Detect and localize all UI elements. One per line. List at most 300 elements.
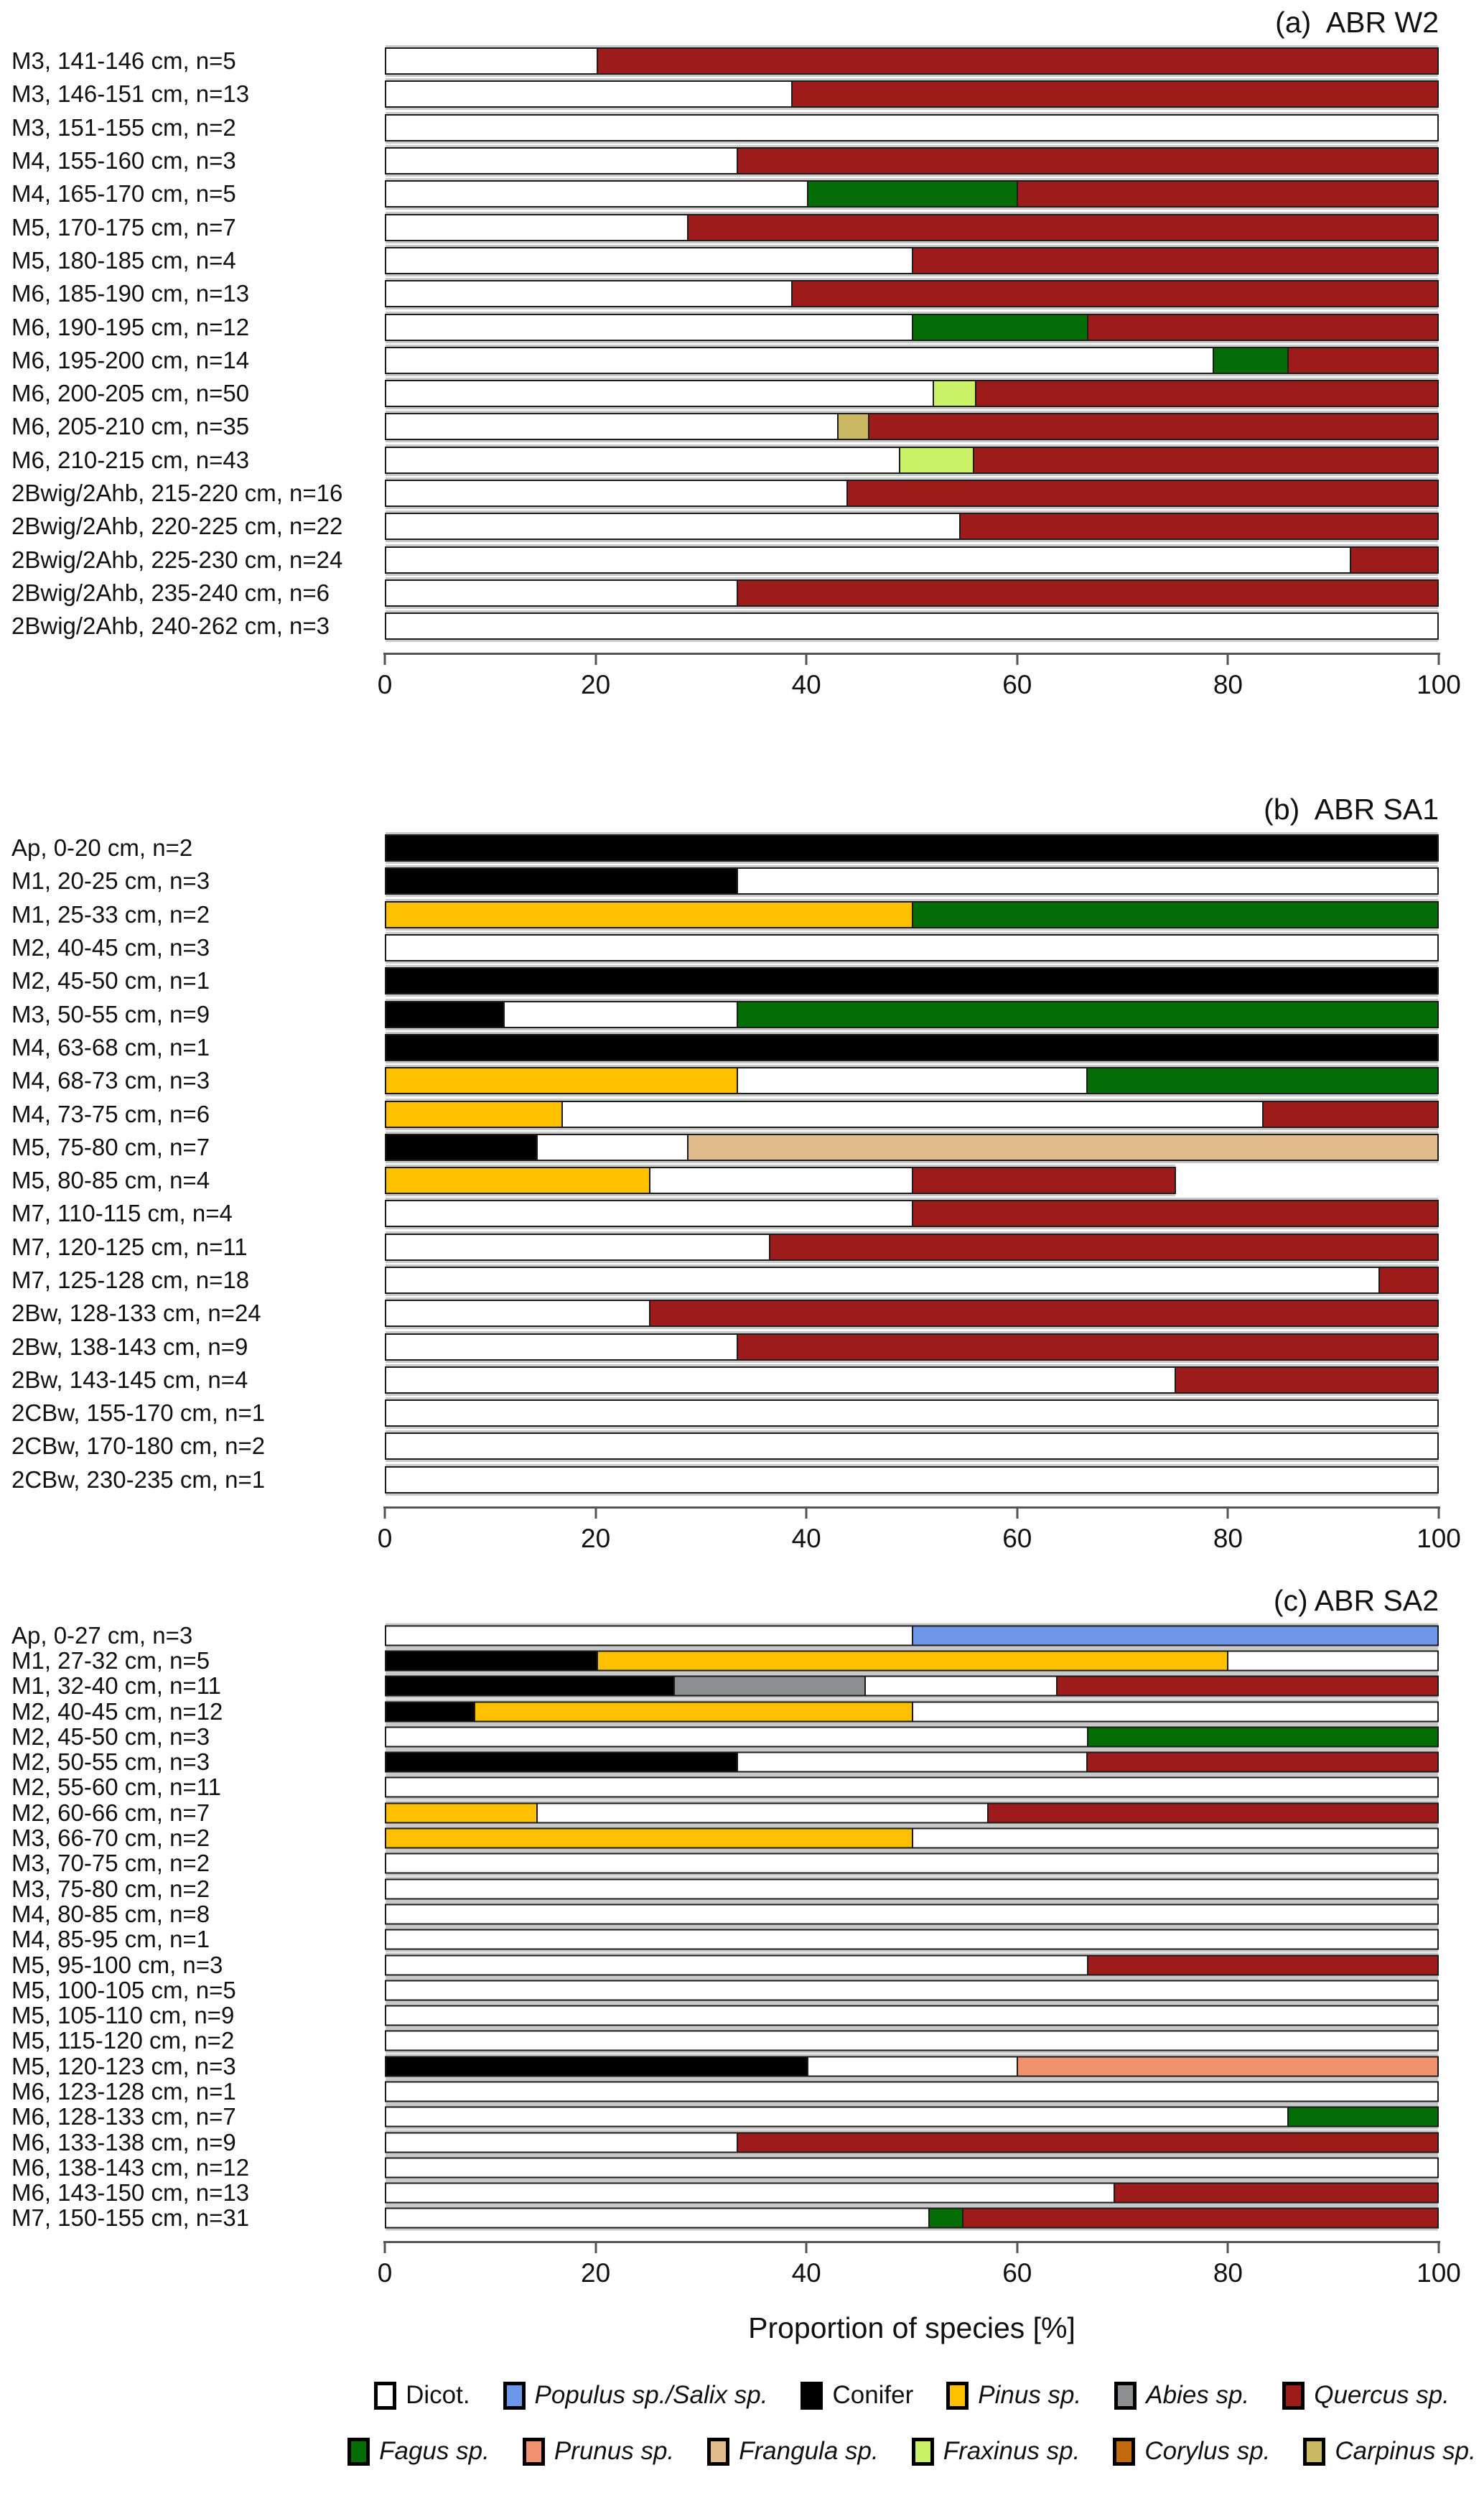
bar-segment-dicot — [386, 1626, 912, 1644]
table-row — [0, 2181, 1484, 2206]
bar-segment-dicot — [386, 2007, 1437, 2025]
row-label: M5, 80-85 cm, n=4 — [11, 1167, 210, 1194]
table-row — [0, 2054, 1484, 2079]
bar-track — [385, 1749, 1439, 1774]
legend-swatch-carpinus — [1303, 2438, 1325, 2466]
row-label: M5, 115-120 cm, n=2 — [11, 2027, 235, 2054]
bar-segment-quercus — [737, 149, 1437, 173]
stacked-bar — [385, 1777, 1439, 1798]
legend-swatch-prunus — [523, 2438, 545, 2466]
row-label: 2Bwig/2Ahb, 225-230 cm, n=24 — [11, 546, 343, 573]
bar-segment-conifer — [386, 1702, 474, 1720]
stacked-bar — [385, 1752, 1439, 1773]
legend-label: Conifer — [832, 2381, 914, 2409]
table-row — [0, 931, 1484, 964]
bar-track — [385, 1231, 1439, 1264]
bar-track — [385, 177, 1439, 210]
axis-tick — [1438, 1506, 1440, 1519]
stacked-bar — [385, 2208, 1439, 2229]
bar-segment-pinus — [386, 903, 912, 927]
row-label: 2Bwig/2Ahb, 235-240 cm, n=6 — [11, 579, 330, 606]
table-row — [0, 210, 1484, 243]
stacked-bar — [385, 214, 1439, 241]
table-row — [0, 898, 1484, 931]
bar-segment-quercus — [846, 481, 1437, 505]
bar-segment-dicot — [386, 514, 959, 539]
stacked-bar — [385, 2183, 1439, 2204]
bar-track — [385, 1952, 1439, 1977]
table-row — [0, 543, 1484, 576]
stacked-bar — [385, 114, 1439, 141]
bar-track — [385, 477, 1439, 510]
axis-tick-label: 40 — [791, 670, 821, 700]
table-row — [0, 2079, 1484, 2104]
table-row — [0, 1749, 1484, 1774]
bar-track — [385, 2181, 1439, 2206]
legend-swatch-abies — [1114, 2382, 1137, 2410]
table-row — [0, 1699, 1484, 1724]
bar-track — [385, 2206, 1439, 2231]
row-label: M2, 45-50 cm, n=1 — [11, 967, 210, 994]
table-row — [0, 1031, 1484, 1064]
bar-segment-dicot — [386, 1401, 1437, 1425]
bar-segment-conifer — [386, 1677, 673, 1695]
table-row — [0, 2155, 1484, 2180]
row-label: M6, 205-210 cm, n=35 — [11, 413, 250, 440]
stacked-bar — [385, 180, 1439, 208]
bar-segment-dicot — [737, 1753, 1087, 1771]
bar-segment-dicot — [386, 2184, 1114, 2202]
bar-segment-dicot — [386, 1201, 912, 1226]
bar-segment-fraxinus — [899, 448, 972, 472]
axis-tick — [594, 1506, 597, 1519]
stacked-bar — [385, 2157, 1439, 2178]
table-row — [0, 1330, 1484, 1363]
stacked-bar — [385, 1650, 1439, 1671]
axis-tick-label: 40 — [791, 1523, 821, 1553]
legend-label: Fagus sp. — [379, 2437, 490, 2465]
bar-segment-quercus — [912, 1168, 1175, 1193]
stacked-bar — [385, 1134, 1439, 1161]
stacked-bar — [385, 1200, 1439, 1227]
table-row — [0, 444, 1484, 477]
stacked-bar — [385, 1234, 1439, 1261]
bar-track — [385, 931, 1439, 964]
bar-segment-quercus — [737, 2133, 1437, 2151]
legend-item-carpinus — [1303, 2437, 1475, 2466]
table-row — [0, 1131, 1484, 1164]
bar-segment-fagus — [1213, 348, 1287, 373]
legend-item-quercus — [1282, 2381, 1450, 2410]
stacked-bar — [385, 1726, 1439, 1747]
row-label: M5, 105-110 cm, n=9 — [11, 2002, 235, 2029]
table-row — [0, 1297, 1484, 1330]
row-label: 2CBw, 230-235 cm, n=1 — [11, 1465, 266, 1493]
row-label: M7, 150-155 cm, n=31 — [11, 2204, 250, 2232]
bar-segment-dicot — [864, 1677, 1055, 1695]
bar-segment-dicot — [386, 414, 837, 439]
table-row — [0, 1164, 1484, 1197]
bar-segment-dicot — [386, 1728, 1087, 1746]
stacked-bar — [385, 1954, 1439, 1975]
bar-track — [385, 344, 1439, 377]
row-label: 2CBw, 170-180 cm, n=2 — [11, 1432, 266, 1460]
legend-item-dicot — [374, 2381, 470, 2410]
axis-tick-label: 0 — [377, 2258, 393, 2288]
row-label: 2Bw, 143-145 cm, n=4 — [11, 1366, 248, 1393]
table-row — [0, 1952, 1484, 1977]
axis-tick-label: 100 — [1417, 2258, 1461, 2288]
row-label: 2Bw, 128-133 cm, n=24 — [11, 1300, 261, 1327]
stacked-bar — [385, 1267, 1439, 1294]
row-label: M6, 200-205 cm, n=50 — [11, 380, 250, 407]
legend-swatch-populus — [503, 2382, 526, 2410]
row-label: M3, 151-155 cm, n=2 — [11, 113, 236, 141]
row-label: M2, 50-55 cm, n=3 — [11, 1748, 210, 1776]
row-label: M4, 155-160 cm, n=3 — [11, 147, 236, 174]
bar-track — [385, 1876, 1439, 1901]
table-row — [0, 1775, 1484, 1800]
bar-segment-pinus — [386, 1068, 737, 1093]
bar-track — [385, 78, 1439, 111]
bar-segment-dicot — [536, 1135, 686, 1160]
legend-item-fagus — [347, 2437, 490, 2466]
table-row — [0, 45, 1484, 78]
bar-track — [385, 1463, 1439, 1496]
bar-segment-quercus — [791, 281, 1437, 306]
legend-item-abies — [1114, 2381, 1249, 2410]
legend-item-corylus — [1113, 2437, 1270, 2466]
legend-item-populus — [503, 2381, 768, 2410]
legend-item-fraxinus — [912, 2437, 1081, 2466]
row-label: M6, 210-215 cm, n=43 — [11, 446, 250, 473]
bar-segment-quercus — [1350, 548, 1437, 572]
table-row — [0, 2130, 1484, 2155]
stacked-bar — [385, 1432, 1439, 1460]
table-row — [0, 1064, 1484, 1097]
bar-segment-quercus — [1087, 1956, 1437, 1974]
legend-label: Corylus sp. — [1144, 2437, 1271, 2465]
bar-track — [385, 831, 1439, 865]
bar-track — [385, 997, 1439, 1030]
stacked-bar — [385, 1366, 1439, 1394]
stacked-bar — [385, 314, 1439, 341]
row-label: M6, 190-195 cm, n=12 — [11, 313, 250, 340]
bar-track — [385, 510, 1439, 543]
axis-line — [383, 1506, 1440, 1509]
bar-segment-dicot — [386, 381, 933, 406]
stacked-bar — [385, 280, 1439, 307]
stacked-bar — [385, 1929, 1439, 1950]
axis-tick-label: 100 — [1417, 670, 1461, 700]
legend-label: Dicot. — [406, 2381, 470, 2409]
bar-segment-quercus — [868, 414, 1437, 439]
bar-track — [385, 1264, 1439, 1297]
bar-track — [385, 1364, 1439, 1397]
bar-segment-fagus — [928, 2209, 962, 2227]
table-row — [0, 1397, 1484, 1430]
table-row — [0, 1097, 1484, 1130]
stacked-bar — [385, 1802, 1439, 1823]
axis-tick — [806, 1506, 808, 1519]
chart-title-b: (b) ABR SA1 — [1264, 793, 1439, 826]
bar-segment-abies — [673, 1677, 864, 1695]
x-axis-b — [377, 1506, 1461, 1572]
bar-segment-dicot — [386, 215, 687, 240]
row-label: M4, 80-85 cm, n=8 — [11, 1900, 210, 1927]
legend-swatch-fraxinus — [912, 2438, 934, 2466]
bar-segment-dicot — [386, 2158, 1437, 2176]
axis-tick-label: 20 — [581, 1523, 611, 1553]
legend-label: Pinus sp. — [978, 2381, 1082, 2409]
axis-tick — [1438, 2241, 1440, 2253]
stacked-bar — [385, 834, 1439, 862]
bar-segment-dicot — [386, 2133, 737, 2151]
axis-tick — [1016, 653, 1018, 665]
bar-track — [385, 1031, 1439, 1064]
row-label: M5, 120-123 cm, n=3 — [11, 2052, 236, 2079]
bar-segment-dicot — [386, 1779, 1437, 1797]
bar-segment-quercus — [1378, 1268, 1437, 1292]
bar-track — [385, 1297, 1439, 1330]
row-label: M5, 180-185 cm, n=4 — [11, 246, 236, 274]
row-label: M4, 63-68 cm, n=1 — [11, 1033, 210, 1061]
legend-swatch-pinus — [946, 2382, 969, 2410]
table-row — [0, 577, 1484, 610]
bar-segment-quercus — [1175, 1368, 1437, 1392]
bar-segment-quercus — [962, 2209, 1437, 2227]
bar-segment-prunus — [1017, 2057, 1437, 2075]
bar-track — [385, 1648, 1439, 1673]
bar-track — [385, 1131, 1439, 1164]
axis-tick-label: 0 — [377, 670, 393, 700]
bar-track — [385, 144, 1439, 177]
stacked-bar — [385, 1101, 1439, 1128]
bar-rows-a — [0, 45, 1484, 643]
table-row — [0, 1364, 1484, 1397]
bar-segment-dicot — [1227, 1651, 1437, 1669]
table-row — [0, 831, 1484, 865]
bar-segment-dicot — [386, 248, 912, 273]
row-label: M5, 170-175 cm, n=7 — [11, 213, 236, 241]
bar-segment-quercus — [737, 1335, 1437, 1359]
table-row — [0, 2105, 1484, 2130]
bar-segment-dicot — [386, 2108, 1287, 2126]
bar-track — [385, 1851, 1439, 1876]
bar-segment-fagus — [1087, 1728, 1437, 1746]
bar-segment-dicot — [503, 1002, 737, 1027]
bar-track — [385, 1623, 1439, 1648]
legend-swatch-corylus — [1113, 2438, 1135, 2466]
bar-segment-dicot — [386, 49, 597, 73]
legend-label: Populus sp./Salix sp. — [534, 2381, 768, 2409]
table-row — [0, 2206, 1484, 2231]
row-label: M6, 123-128 cm, n=1 — [11, 2078, 236, 2105]
x-axis-c — [377, 2241, 1461, 2307]
row-label: M6, 138-143 cm, n=12 — [11, 2153, 250, 2181]
bar-segment-dicot — [386, 481, 846, 505]
stacked-bar — [385, 380, 1439, 407]
bar-segment-dicot — [386, 1235, 769, 1259]
bar-segment-conifer — [386, 1135, 536, 1160]
bar-segment-quercus — [912, 1201, 1437, 1226]
stacked-bar — [385, 2107, 1439, 2128]
row-label: 2Bwig/2Ahb, 215-220 cm, n=16 — [11, 480, 343, 506]
row-label: M5, 75-80 cm, n=7 — [11, 1133, 210, 1160]
bar-segment-dicot — [386, 1931, 1437, 1949]
row-label: M3, 75-80 cm, n=2 — [11, 1875, 210, 1902]
stacked-bar — [385, 1167, 1176, 1194]
row-label: M2, 55-60 cm, n=11 — [11, 1774, 221, 1801]
table-row — [0, 2028, 1484, 2054]
bar-segment-pinus — [597, 1651, 1227, 1669]
table-row — [0, 1430, 1484, 1463]
legend — [340, 2381, 1484, 2493]
bar-segment-dicot — [386, 82, 791, 106]
bar-segment-dicot — [386, 2032, 1437, 2050]
stacked-bar — [385, 1853, 1439, 1874]
bar-segment-frangula — [687, 1135, 1437, 1160]
bar-segment-quercus — [597, 49, 1437, 73]
bar-track — [385, 2105, 1439, 2130]
bar-segment-quercus — [912, 248, 1437, 273]
stacked-bar — [385, 1067, 1439, 1094]
stacked-bar — [385, 1333, 1439, 1361]
row-label: M4, 68-73 cm, n=3 — [11, 1067, 210, 1094]
stacked-bar — [385, 447, 1439, 474]
bar-segment-pinus — [386, 1804, 536, 1822]
bar-segment-conifer — [386, 1002, 503, 1027]
bar-track — [385, 210, 1439, 243]
bar-track — [385, 111, 1439, 144]
bar-track — [385, 1397, 1439, 1430]
bar-segment-dicot — [386, 281, 791, 306]
bar-segment-quercus — [959, 514, 1437, 539]
row-label: M3, 70-75 cm, n=2 — [11, 1850, 210, 1877]
bar-segment-fagus — [1287, 2108, 1437, 2126]
row-label: M5, 100-105 cm, n=5 — [11, 1976, 236, 2003]
axis-tick — [806, 653, 808, 665]
table-row — [0, 1463, 1484, 1496]
bar-segment-dicot — [649, 1168, 912, 1193]
bar-rows-b — [0, 831, 1484, 1496]
row-label: M1, 32-40 cm, n=11 — [11, 1672, 221, 1700]
table-row — [0, 1927, 1484, 1952]
row-label: M4, 85-95 cm, n=1 — [11, 1926, 210, 1953]
stacked-bar — [385, 546, 1439, 574]
row-label: 2Bw, 138-143 cm, n=9 — [11, 1333, 248, 1360]
table-row — [0, 310, 1484, 343]
axis-tick — [1438, 653, 1440, 665]
bar-track — [385, 865, 1439, 898]
table-row — [0, 1876, 1484, 1901]
stacked-bar — [385, 1625, 1439, 1646]
bar-track — [385, 45, 1439, 78]
bar-segment-quercus — [1114, 2184, 1437, 2202]
row-label: M6, 195-200 cm, n=14 — [11, 346, 250, 373]
stacked-bar — [385, 2005, 1439, 2026]
bar-segment-dicot — [386, 1335, 737, 1359]
legend-label: Fraxinus sp. — [943, 2437, 1081, 2465]
bar-segment-fagus — [737, 1002, 1437, 1027]
legend-label: Prunus sp. — [554, 2437, 675, 2465]
chart-abr-sa1 — [0, 787, 1484, 1572]
bar-segment-quercus — [1017, 182, 1437, 206]
bar-segment-pinus — [386, 1168, 649, 1193]
bar-segment-quercus — [687, 215, 1437, 240]
stacked-bar — [385, 1676, 1439, 1697]
table-row — [0, 177, 1484, 210]
row-label: M1, 27-32 cm, n=5 — [11, 1646, 210, 1674]
legend-row — [340, 2437, 1484, 2466]
bar-segment-dicot — [386, 2209, 928, 2227]
legend-label: Carpinus sp. — [1335, 2437, 1476, 2465]
axis-tick — [384, 2241, 386, 2253]
bar-segment-quercus — [975, 381, 1437, 406]
bar-segment-quercus — [1287, 348, 1437, 373]
bar-segment-dicot — [737, 869, 1437, 893]
table-row — [0, 477, 1484, 510]
legend-swatch-fagus — [347, 2438, 370, 2466]
row-label: M2, 45-50 cm, n=3 — [11, 1723, 210, 1750]
row-label: 2CBw, 155-170 cm, n=1 — [11, 1399, 266, 1427]
bar-segment-conifer — [386, 1753, 737, 1771]
table-row — [0, 1674, 1484, 1699]
stacked-bar — [385, 579, 1439, 607]
table-row — [0, 277, 1484, 310]
legend-label: Frangula sp. — [739, 2437, 879, 2465]
row-label: 2Bwig/2Ahb, 240-262 cm, n=3 — [11, 612, 330, 640]
x-axis-label: Proportion of species [%] — [748, 2311, 1075, 2345]
row-label: M3, 50-55 cm, n=9 — [11, 1000, 210, 1028]
stacked-bar — [385, 2081, 1439, 2102]
bar-segment-quercus — [1262, 1102, 1437, 1127]
stacked-bar — [385, 247, 1439, 274]
bar-track — [385, 1197, 1439, 1230]
axis-tick-label: 20 — [581, 670, 611, 700]
bar-track — [385, 2130, 1439, 2155]
bar-segment-quercus — [769, 1235, 1437, 1259]
axis-tick — [1227, 653, 1229, 665]
bar-track — [385, 1825, 1439, 1850]
axis-tick — [1227, 2241, 1229, 2253]
bar-segment-quercus — [791, 82, 1437, 106]
axis-tick-label: 20 — [581, 2258, 611, 2288]
row-label: Ap, 0-27 cm, n=3 — [11, 1621, 193, 1649]
stacked-bar — [385, 1034, 1439, 1061]
bar-segment-dicot — [386, 1301, 649, 1325]
table-row — [0, 610, 1484, 643]
bar-track — [385, 1724, 1439, 1749]
table-row — [0, 344, 1484, 377]
legend-row — [340, 2381, 1484, 2410]
bar-segment-dicot — [536, 1804, 987, 1822]
row-label: M3, 66-70 cm, n=2 — [11, 1825, 210, 1852]
row-label: M6, 185-190 cm, n=13 — [11, 280, 250, 307]
bar-track — [385, 410, 1439, 443]
row-label: M3, 146-151 cm, n=13 — [11, 80, 250, 108]
bar-segment-quercus — [1087, 315, 1437, 340]
bar-segment-dicot — [386, 936, 1437, 960]
table-row — [0, 1851, 1484, 1876]
bar-segment-dicot — [912, 1830, 1437, 1847]
bar-segment-dicot — [386, 581, 737, 605]
stacked-bar — [385, 2031, 1439, 2051]
bar-segment-fraxinus — [933, 381, 975, 406]
legend-item-pinus — [946, 2381, 1081, 2410]
bar-track — [385, 964, 1439, 997]
bar-track — [385, 2079, 1439, 2104]
